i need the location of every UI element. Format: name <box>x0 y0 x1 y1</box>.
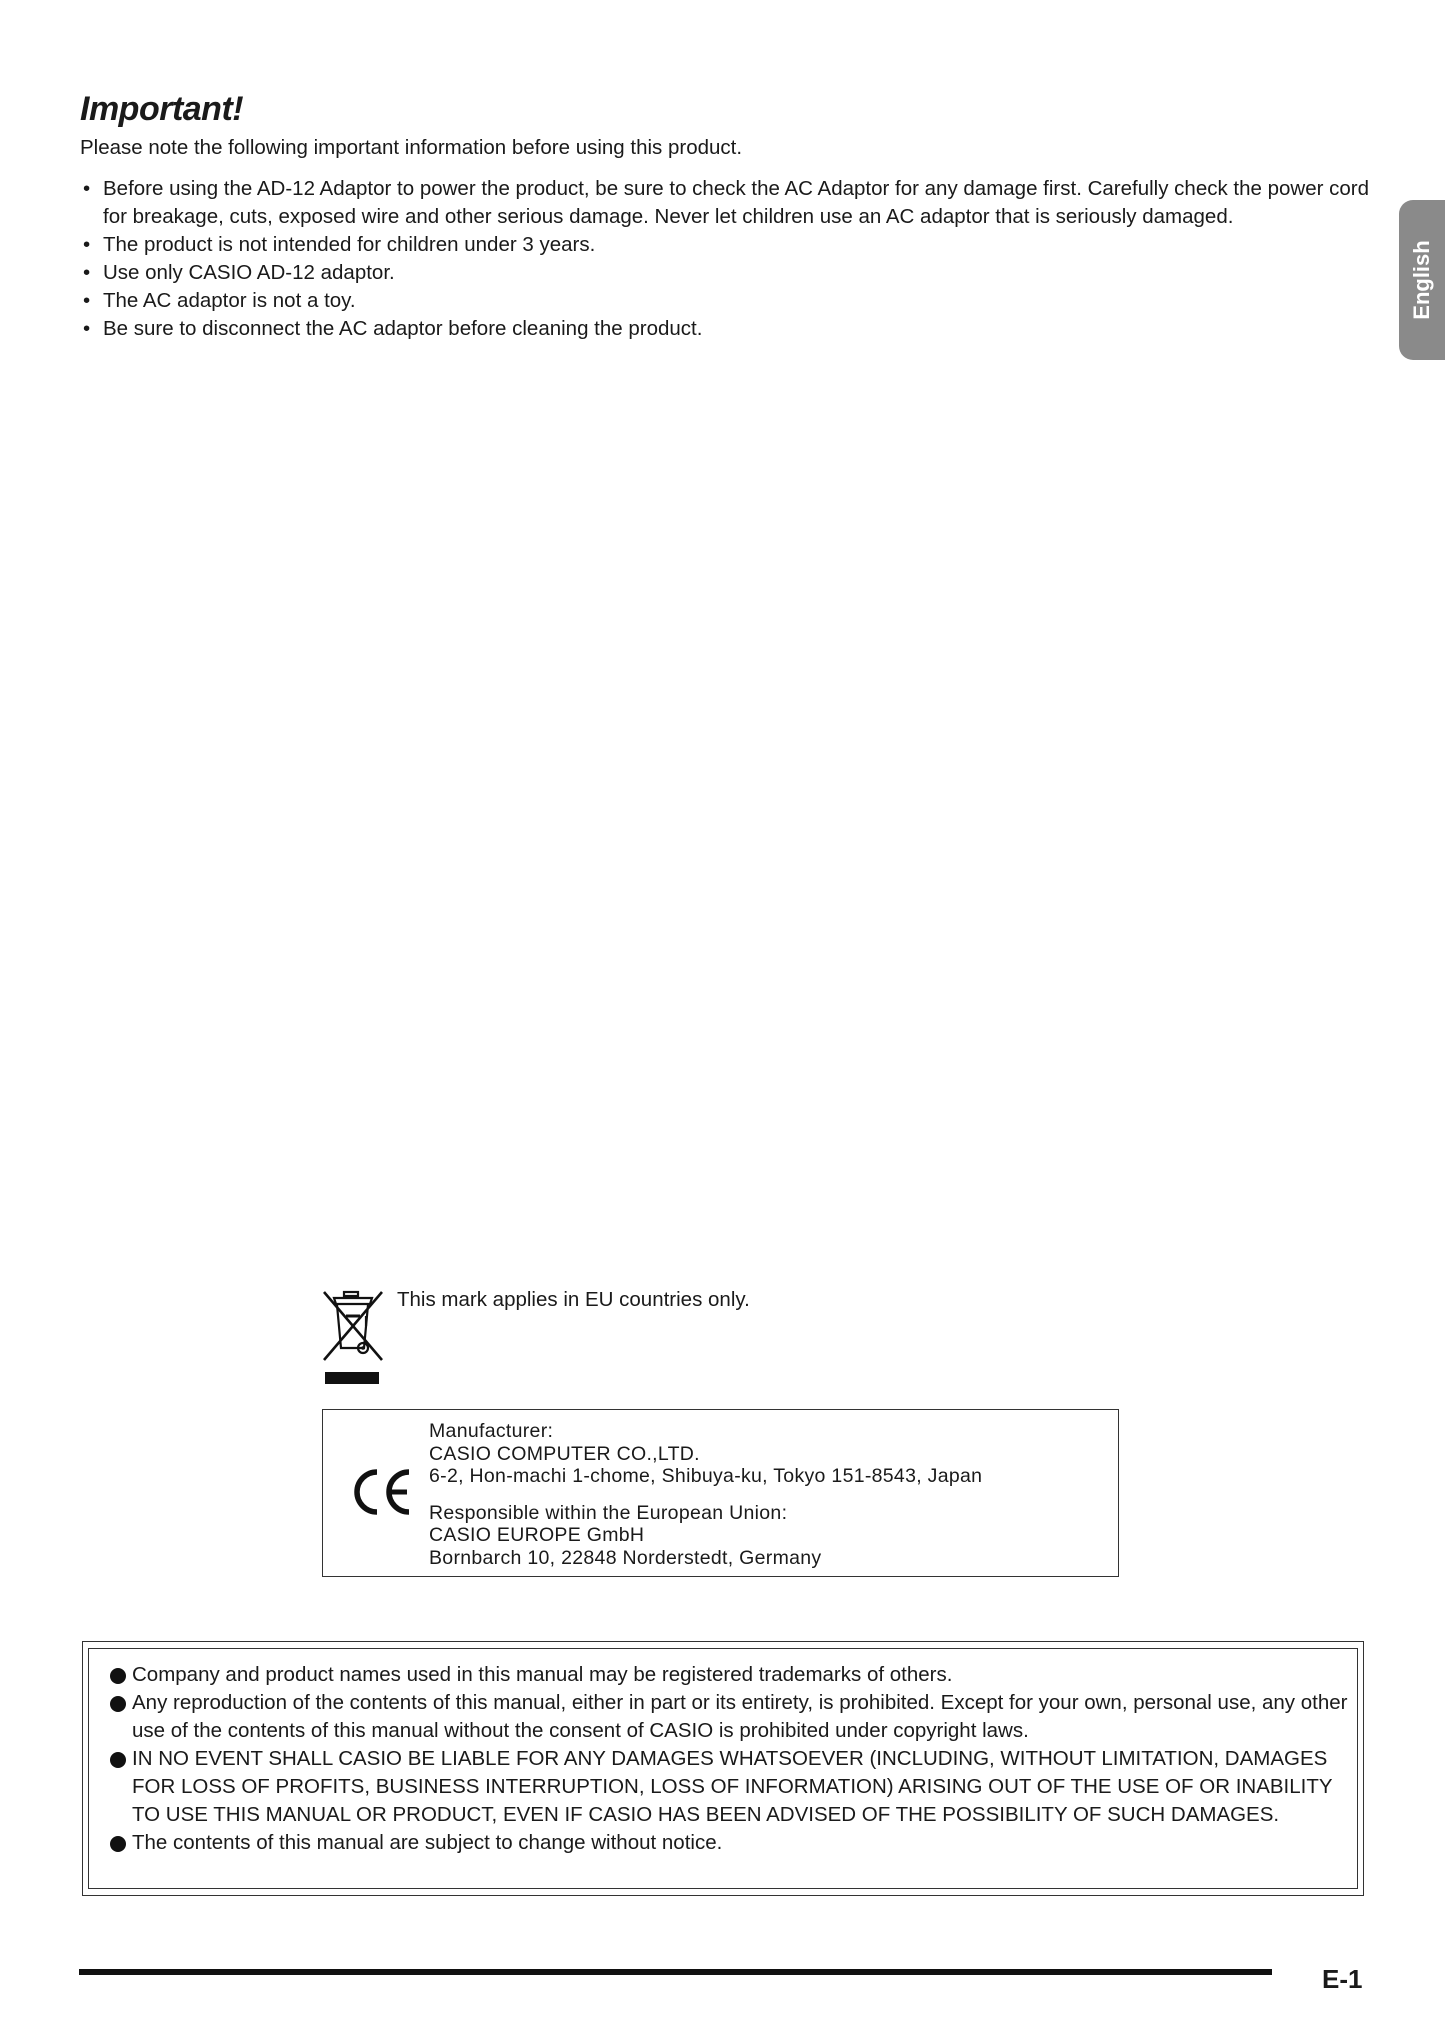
bullet-icon: • <box>83 289 91 312</box>
manufacturer-details <box>429 1420 982 1569</box>
manufacturer-name: CASIO COMPUTER CO.,LTD. <box>429 1442 700 1465</box>
legal-notices-list <box>110 1661 1350 1857</box>
legal-notice-box <box>82 1641 1364 1896</box>
note-text: Use only CASIO AD-12 adaptor. <box>103 261 395 284</box>
bullet-icon: • <box>83 261 91 284</box>
legal-text: Company and product names used in this manual may be registered trademarks of others. <box>132 1663 953 1686</box>
manufacturer-info-box <box>322 1409 1119 1577</box>
filled-circle-bullet-icon <box>110 1752 126 1768</box>
eu-representative-name: CASIO EUROPE GmbH <box>429 1524 645 1546</box>
important-notes-list <box>80 175 1370 343</box>
list-item <box>110 1829 1350 1857</box>
weee-notice-text: This mark applies in EU countries only. <box>397 1288 750 1311</box>
list-item <box>80 287 1370 315</box>
note-text: Be sure to disconnect the AC adaptor before cleaning the product. <box>103 317 703 340</box>
note-text: The product is not intended for children under 3 years. <box>103 233 596 256</box>
page-title: Important! <box>80 90 244 128</box>
language-tab <box>1399 200 1445 360</box>
filled-circle-bullet-icon <box>110 1696 126 1712</box>
ce-mark-icon <box>353 1468 413 1516</box>
legal-text: IN NO EVENT SHALL CASIO BE LIABLE FOR ANY DAMAGES WHATSOEVER (INCLUDING, WITHOUT LIMITATION, DAMAGES FOR LOSS OF PROFITS, BUSINESS INTERRUPTION, LOSS OF INFORMATION) ARISING OUT OF THE USE OF OR INABILITY TO USE THIS MANUAL OR PRODUCT, EVEN IF CASIO HAS BEEN ADVISED OF THE POSSIBILITY OF SUCH DAMAGES. <box>132 1747 1333 1826</box>
list-item <box>80 231 1370 259</box>
language-tab-label: English <box>1409 240 1434 320</box>
manufacturer-label: Manufacturer: <box>429 1420 554 1442</box>
note-text: The AC adaptor is not a toy. <box>103 289 356 312</box>
bullet-icon: • <box>83 233 91 256</box>
list-item <box>110 1689 1350 1745</box>
eu-representative-label: Responsible within the European Union: <box>429 1501 788 1524</box>
note-text: Before using the AD-12 Adaptor to power the product, be sure to check the AC Adaptor for any damage first. Carefully check the power cord for breakage, cuts, exposed wire and other serious damage. Never let children use an AC adaptor that is seriously damaged. <box>103 177 1370 228</box>
list-item <box>80 315 1370 343</box>
legal-text: Any reproduction of the contents of this manual, either in part or its entirety, is prohibited. Except for your own, personal use, any other use of the contents of this manual without the consent of CASIO is prohibited under copyright laws. <box>132 1691 1348 1742</box>
page-number: E-1 <box>1322 1964 1363 1994</box>
crossed-out-wheelie-bin-icon <box>322 1290 384 1390</box>
list-item <box>80 259 1370 287</box>
manufacturer-address: 6-2, Hon-machi 1-chome, Shibuya-ku, Tokyo 151-8543, Japan <box>429 1465 983 1487</box>
footer-divider <box>79 1969 1272 1975</box>
list-item <box>80 175 1370 231</box>
bullet-icon: • <box>83 317 91 340</box>
bullet-icon: • <box>83 177 91 200</box>
legal-text: The contents of this manual are subject to change without notice. <box>132 1831 723 1854</box>
intro-text: Please note the following important information before using this product. <box>80 136 743 159</box>
filled-circle-bullet-icon <box>110 1668 126 1684</box>
eu-representative-address: Bornbarch 10, 22848 Norderstedt, Germany <box>429 1546 822 1569</box>
list-item <box>110 1661 1350 1689</box>
list-item <box>110 1745 1350 1829</box>
filled-circle-bullet-icon <box>110 1836 126 1852</box>
